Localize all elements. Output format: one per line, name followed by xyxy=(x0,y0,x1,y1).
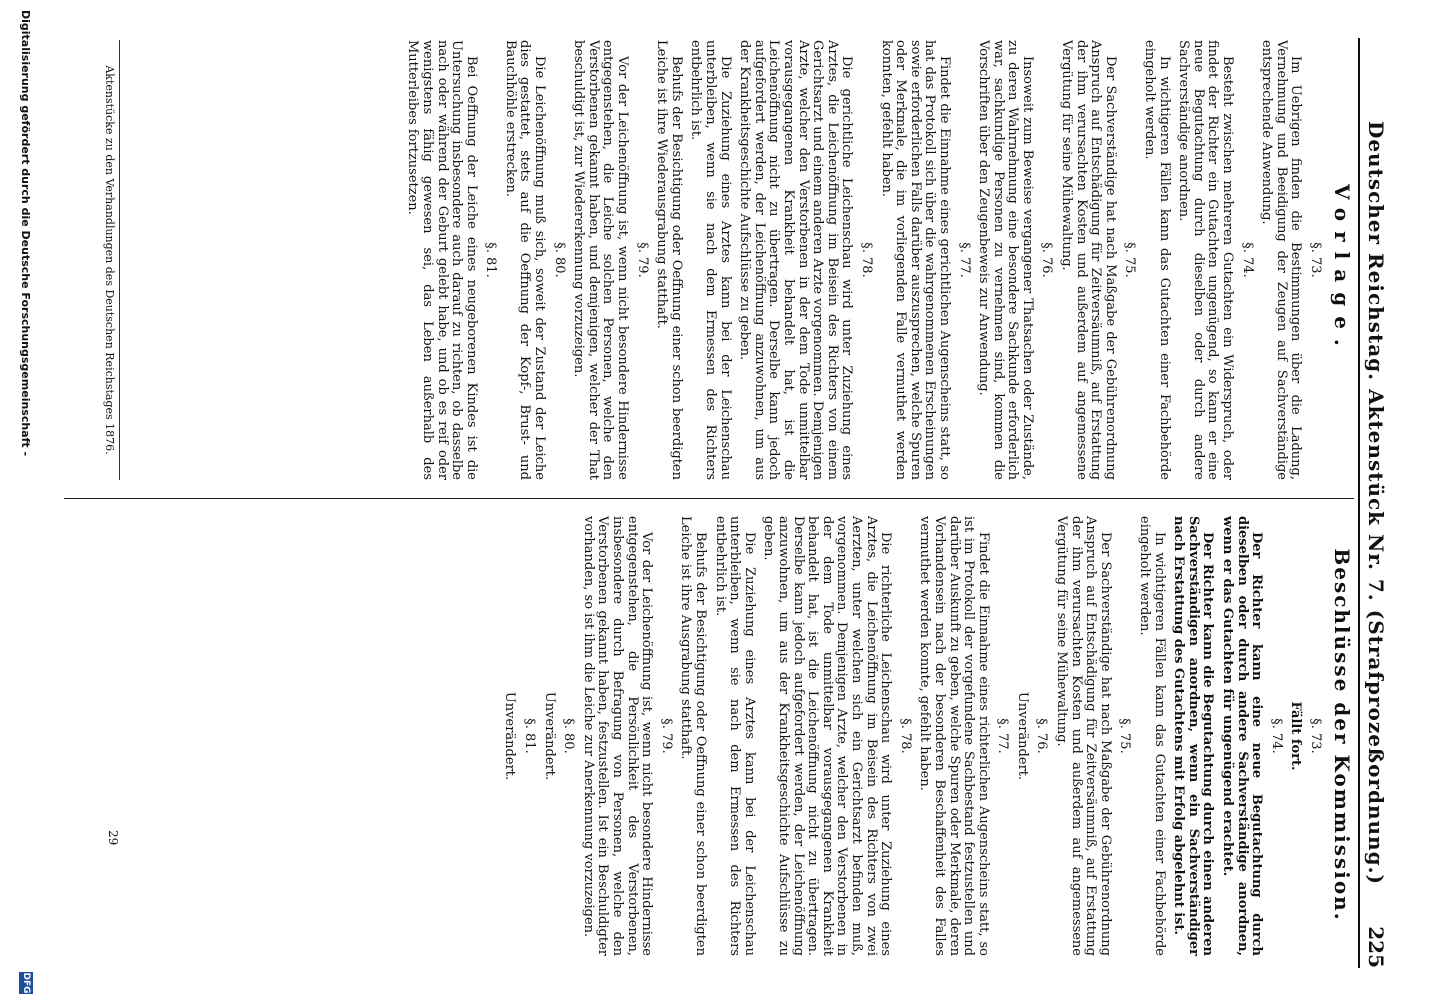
paragraph: Fällt fort. xyxy=(1288,701,1304,771)
paragraph: Der Richter kann die Begutachtung durch einen anderen Sachverständigen anordnen, wenn ein Sachverständiger nach Erstattung des Gutachtens mit Erfolg abgelehnt ist. xyxy=(1171,516,1216,956)
paragraph: Die Zuziehung eines Arztes kann bei der Leichenschau unterbleiben, wenn sie nach dem Ermessen des Richters entbehrlich ist. xyxy=(712,516,757,956)
header-page-number: 225 xyxy=(1364,926,1388,968)
paragraph: Unverändert. xyxy=(1014,691,1030,781)
paragraph: Die Zuziehung eines Arztes kann bei der Leichenschau unterbleiben, wenn sie nach dem Ermessen des Richters entbehrlich ist. xyxy=(688,40,733,480)
section-number: §. 78. xyxy=(858,242,874,278)
paragraph: Der Sachverständige hat nach Maßgabe der Gebührenordnung Anspruch auf Entschädigung für Zeitversäumniß, auf Erstattung der ihm verursachten Kosten und außerdem auf angemessene Vergütung für seine Mühewaltung. xyxy=(1059,40,1118,480)
column-divider xyxy=(64,498,1354,499)
digitization-notice xyxy=(12,0,36,1000)
paragraph: Insoweit zum Beweise vergangener Thatsachen oder Zustände, zu deren Wahrnehmung eine besondere Sachkunde erforderlich war, sachkundige Personen zu vernehmen sind, kommen die Vorschriften über den Zeugenbeweis zur Anwendung. xyxy=(976,40,1035,480)
section-number: §. 75. xyxy=(1122,242,1138,278)
section-number: §. 81. xyxy=(483,242,499,278)
paragraph: Findet die Einnahme eines gerichtlichen Augenscheins statt, so hat das Protokoll sich über die wahrgenommenen Erscheinungen sowie erforderlichen Falls darüber auszusprechen, welche Spuren oder Merkmale, die im vorliegenden Falle vermuthet werden konnten, gefehlt haben. xyxy=(878,40,952,480)
paragraph: Behufs der Besichtigung oder Oeffnung einer schon beerdigten Leiche ist ihre Wiederausgrabung statthaft. xyxy=(654,40,684,480)
paragraph: Unverändert. xyxy=(502,691,518,781)
section-number: §. 77. xyxy=(956,242,972,278)
section-number: §. 73. xyxy=(1308,718,1323,754)
paragraph: In wichtigeren Fällen kann das Gutachten einer Fachbehörde eingeholt werden. xyxy=(1142,40,1172,480)
paragraph: Die richterliche Leichenschau wird unter Zuziehung eines Arztes, die Leichenöffnung im Beisein des Richters von zwei Aerzten, unter welchen sich ein Gerichtsarzt befinden muß, vorgenommen. Demjenigen Arzte, welcher den Verstorbenen in der dem Tode unmittelbar vorausgegangenen Krankheit behandelt hat, ist die Leichenöffnung nicht zu übertragen. Derselbe kann jedoch aufgefordert werden, der Leichenöffnung anzuwohnen, um aus der Krankheitsgeschichte Aufschlüsse zu geben. xyxy=(761,516,894,956)
section-number: §. 81. xyxy=(522,718,538,754)
section-number: §. 78. xyxy=(897,718,913,754)
right-column-commission-resolutions xyxy=(497,516,1322,956)
header-title: Deutscher Reichstag. Aktenstück Nr. 7. (Strafprozeßordnung.) xyxy=(1364,120,1388,886)
paragraph: Im Uebrigen finden die Bestimmungen über die Ladung, Vernehmung und Beeidigung der Zeugen auf Sachverständige entsprechende Anwendung. xyxy=(1259,40,1304,480)
page-header xyxy=(1358,38,1390,968)
right-column-heading: Beschlüsse der Kommission. xyxy=(1330,548,1354,922)
paragraph: Besteht zwischen mehreren Gutachten ein Widerspruch, oder findet der Richter ein Gutachten ungenügend, so kann er eine neue Begutachtung durch dieselben oder durch andere Sachverständige anordnen. xyxy=(1176,40,1236,480)
paragraph: Findet die Einnahme eines richterlichen Augenscheins statt, so ist im Protokoll der vorgefundene Sachbestand festzustellen und darüber Auskunft zu geben, welche Spuren oder Merkmale, deren Vorhandensein nach der besonderen Beschaffenheit des Falles vermuthet werden konnte, gefehlt haben. xyxy=(917,516,991,956)
footnote: Aktenstücke zu den Verhandlungen des Deutschen Reichstages 1876. xyxy=(103,40,120,480)
section-number: §. 76. xyxy=(1034,718,1050,754)
section-number: §. 75. xyxy=(1117,718,1133,754)
paragraph: Behufs der Besichtigung oder Oeffnung einer schon beerdigten Leiche ist ihre Ausgrabung statthaft. xyxy=(678,516,709,956)
paragraph: Unverändert. xyxy=(541,691,557,781)
section-number: §. 79. xyxy=(634,242,650,278)
paragraph: In wichtigeren Fällen kann das Gutachten einer Fachbehörde eingeholt werden. xyxy=(1137,516,1167,956)
paragraph: Die Leichenöffnung muß sich, soweit der Zustand der Leiche dies gestattet, stets auf die Oeffnung der Kopf-, Brust- und Bauchhöhle erstrecken. xyxy=(502,40,548,480)
section-number: §. 77. xyxy=(995,718,1011,754)
section-number: §. 79. xyxy=(658,718,674,754)
paragraph: Bei Oeffnung der Leiche eines neugeborenen Kindes ist die Untersuchung insbesondere auch darauf zu richten, ob dasselbe nach oder während der Geburt gelebt habe, und ob es reif oder wenigstens fähig gewesen sei, das Leben außerhalb des Mutterleibes fortzusetzen. xyxy=(405,40,479,480)
left-column-heading: Vorlage. xyxy=(1330,184,1354,356)
paragraph: Vor der Leichenöffnung ist, wenn nicht besondere Hindernisse entgegenstehen, die Leiche solchen Personen, welche den Verstorbenen gekannt haben, und demjenigen, welcher der That beschuldigt ist, zur Wiedererkennung vorzuzeigen. xyxy=(571,40,631,480)
section-number: §. 80. xyxy=(551,242,567,278)
section-number: §. 80. xyxy=(561,718,577,754)
footer-page-number: 29 xyxy=(106,830,120,846)
digitization-text: Digitalisierung gefördert durch die Deutsche Forschungsgemeinschaft - xyxy=(19,10,32,457)
paragraph: Der Sachverständige hat nach Maßgabe der Gebührenordnung Anspruch auf Entschädigung für Zeitversäumniß, auf Erstattung der ihm verursachten Kosten und außerdem auf angemessene Vergütung für seine Mühewaltung. xyxy=(1054,516,1113,956)
paragraph: Der Richter kann eine neue Begutachtung durch dieselben oder durch andere Sachverständige anordnen, wenn er das Gutachten für ungenügend erachtet. xyxy=(1220,516,1265,956)
paragraph: Vor der Leichenöffnung ist, wenn nicht besondere Hindernisse entgegenstehen, die Persönlichkeit des Verstorbenen, insbesondere durch Befragung von Personen, welche den Verstorbenen gekannt haben, festzustellen. Ist ein Beschuldigter vorhanden, so ist ihm die Leiche zur Anerkennung vorzuzeigen. xyxy=(580,516,655,956)
section-number: §. 76. xyxy=(1039,242,1055,278)
left-column-original-bill xyxy=(400,40,1322,480)
section-number: §. 74. xyxy=(1268,718,1284,754)
paragraph: Die gerichtliche Leichenschau wird unter Zuziehung eines Arztes, die Leichenöffnung im Beisein des Richters von einem Gerichtsarzt und einem anderen Arzte vorgenommen. Demjenigen Arzte, welcher den Verstorbenen in der dem Tode unmittelbar vorausgegangenen Krankheit behandelt hat, ist die Leichenöffnung nicht zu übertragen. Derselbe kann jedoch aufgefordert werden, der Leichenöffnung anzuwohnen, um aus der Krankheitsgeschichte Aufschlüsse zu geben. xyxy=(737,40,855,480)
section-number: §. 74. xyxy=(1239,242,1255,278)
section-number: §. 73. xyxy=(1308,242,1323,278)
dfg-logo-icon: DFG xyxy=(21,972,31,994)
